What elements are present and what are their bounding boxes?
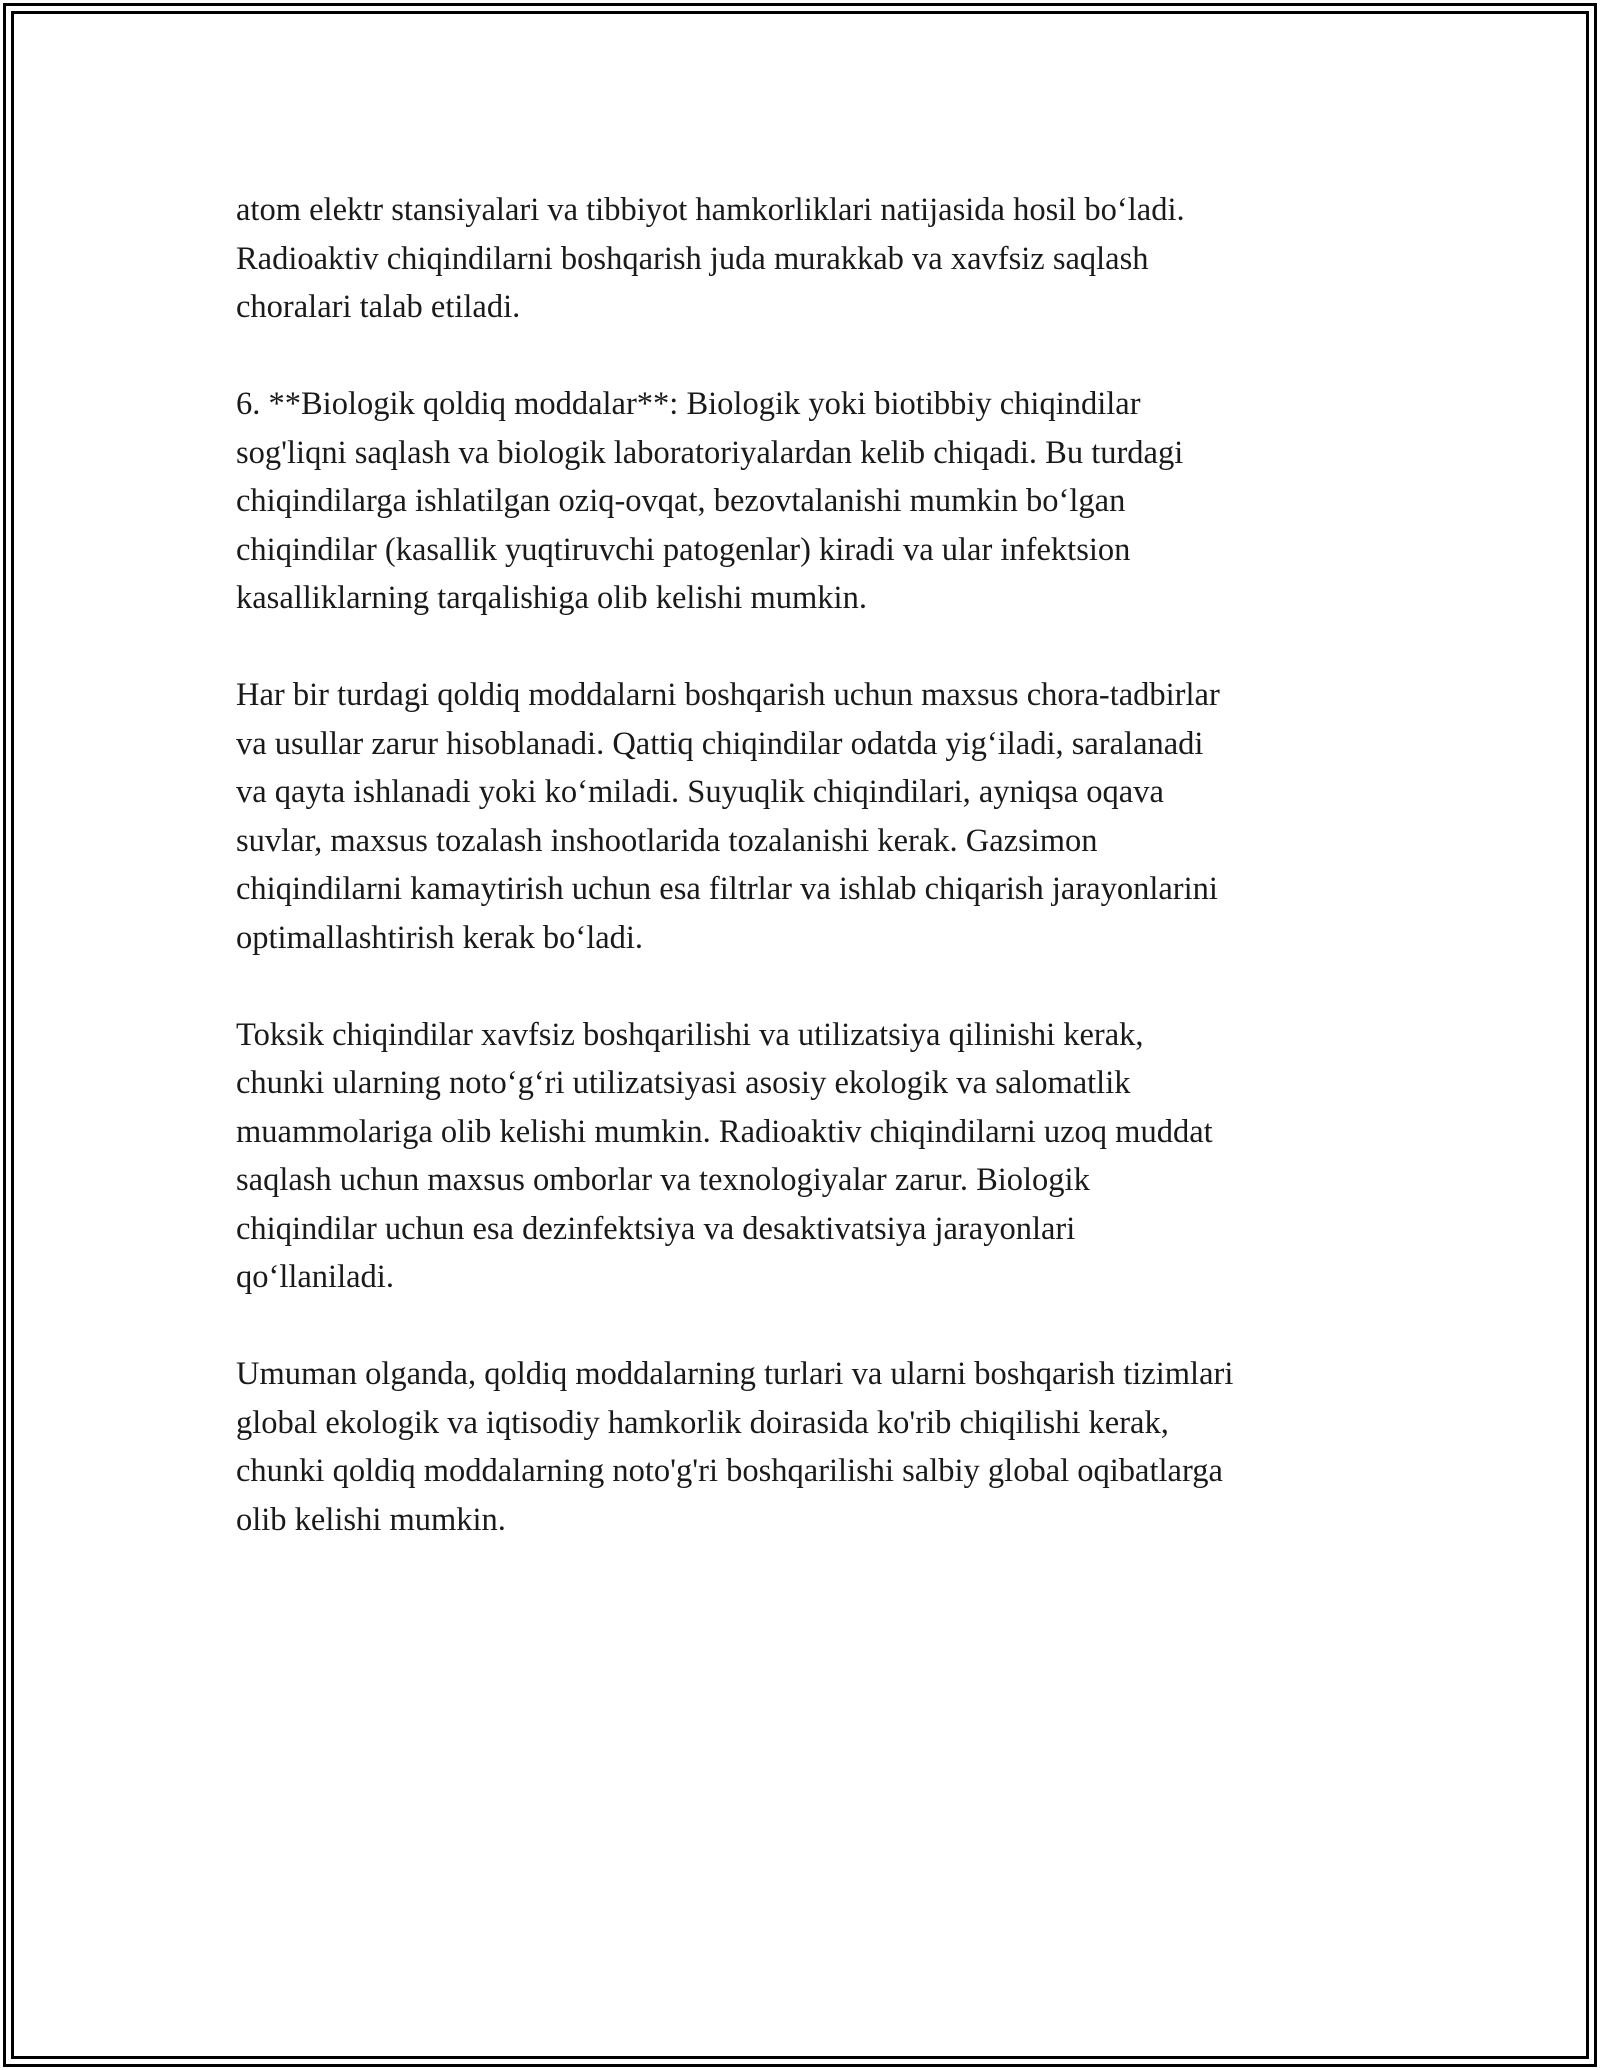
document-body [236,186,1396,1593]
text-line: Toksik chiqindilar xavfsiz boshqarilishi va utilizatsiya qilinishi kerak, [236,1016,1144,1053]
text-line: sog'liqni saqlash va biologik laboratoriyalardan kelib chiqadi. Bu turdagi [236,434,1184,471]
paragraph-4 [236,1011,1396,1302]
text-line: chiqindilarga ishlatilgan oziq-ovqat, bezovtalanishi mumkin bo‘lgan [236,483,1126,519]
text-line: Umuman olganda, qoldiq moddalarning turlari va ularni boshqarish tizimlari [236,1356,1234,1392]
text-line: Har bir turdagi qoldiq moddalarni boshqarish uchun maxsus chora-tadbirlar [236,677,1220,713]
paragraph-5 [236,1350,1396,1544]
paragraph-1 [236,186,1396,332]
text-line: chunki qoldiq moddalarning noto'g'ri boshqarilishi salbiy global oqibatlarga [236,1453,1223,1489]
text-line: chiqindilar uchun esa dezinfektsiya va desaktivatsiya jarayonlari [236,1210,1076,1247]
text-line: optimallashtirish kerak bo‘ladi. [236,919,644,956]
text-line: chiqindilar (kasallik yuqtiruvchi patogenlar) kiradi va ular infektsion [236,531,1131,568]
text-line: va usullar zarur hisoblanadi. Qattiq chiqindilar odatda yig‘iladi, saralanadi [236,725,1204,762]
text-line: global ekologik va iqtisodiy hamkorlik doirasida ko'rib chiqilishi kerak, [236,1404,1169,1441]
text-line: atom elektr stansiyalari va tibbiyot hamkorliklari natijasida hosil bo‘ladi. [236,192,1185,228]
text-line: 6. **Biologik qoldiq moddalar**: Biologik yoki biotibbiy chiqindilar [236,386,1141,422]
text-line: chunki ularning noto‘g‘ri utilizatsiyasi asosiy ekologik va salomatlik [236,1065,1131,1101]
text-line: qo‘llaniladi. [236,1259,394,1295]
text-line: chiqindilarni kamaytirish uchun esa filtrlar va ishlab chiqarish jarayonlarini [236,871,1218,907]
text-line: suvlar, maxsus tozalash inshootlarida tozalanishi kerak. Gazsimon [236,822,1098,859]
paragraph-3 [236,671,1396,962]
text-line: saqlash uchun maxsus omborlar va texnologiyalar zarur. Biologik [236,1162,1090,1198]
text-line: muammolariga olib kelishi mumkin. Radioaktiv chiqindilarni uzoq muddat [236,1113,1213,1150]
text-line: va qayta ishlanadi yoki ko‘miladi. Suyuqlik chiqindilari, ayniqsa oqava [236,774,1164,810]
text-line: kasalliklarning tarqalishiga olib kelishi mumkin. [236,580,867,616]
text-line: Radioaktiv chiqindilarni boshqarish juda murakkab va xavfsiz saqlash [236,240,1149,277]
text-line: olib kelishi mumkin. [236,1501,506,1538]
text-line: choralari talab etiladi. [236,289,521,325]
paragraph-2 [236,380,1396,623]
